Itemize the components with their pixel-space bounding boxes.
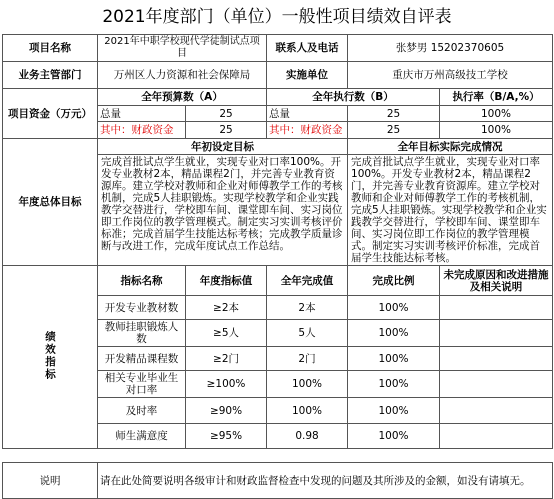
indicator-target-header: 年度指标值 — [186, 266, 267, 296]
indicators-header-row — [3, 266, 553, 296]
budget-fiscal-value: 25 — [186, 122, 267, 139]
budget-total-label: 总量 — [98, 106, 186, 122]
unit-label: 实施单位 — [267, 62, 348, 89]
exec-total-value: 25 — [348, 106, 440, 122]
indicator-note — [440, 371, 553, 398]
exec-fiscal-value: 25 — [348, 122, 440, 139]
indicator-actual: 5人 — [267, 320, 348, 347]
project-name-label: 项目名称 — [3, 35, 98, 62]
remarks-row — [3, 463, 553, 499]
contact-label: 联系人及电话 — [267, 35, 348, 62]
indicator-actual: 0.98 — [267, 424, 348, 449]
indicator-note — [440, 424, 553, 449]
rate-header: 执行率（B/A,%） — [440, 89, 553, 106]
indicator-ratio-header: 完成比例 — [348, 266, 440, 296]
indicator-ratio: 100% — [348, 371, 440, 398]
spacer-row — [3, 449, 553, 463]
budget-header: 全年预算数（A） — [98, 89, 267, 106]
funds-header-row — [3, 89, 553, 106]
indicator-note — [440, 347, 553, 371]
goals-actual-text: 完成首批试点学生就业，实现专业对口率100%。开发专业教材2本，精品课程2门，并完善专业教育资源库。建立学校对教师和企业对师傅教学工作的考核机制，完成5人挂职锻炼。实现学校教学和企业实践教学交替进行，学校即车间、课堂即车间、实习岗位即工作岗位的教学管理模式。制定实习实训考核评价标准，完成首届学生技能达标考核。 — [348, 155, 553, 266]
indicator-note — [440, 398, 553, 424]
funds-label: 项目资金（万元） — [3, 89, 98, 139]
indicators-label-cell — [3, 266, 98, 449]
indicator-name: 及时率 — [98, 398, 186, 424]
remarks-label: 说明 — [3, 463, 98, 499]
indicator-name-header: 指标名称 — [98, 266, 186, 296]
rate-fiscal-value: 100% — [440, 122, 553, 139]
department-value: 万州区人力资源和社会保障局 — [98, 62, 267, 89]
department-label: 业务主管部门 — [3, 62, 98, 89]
indicator-name: 师生满意度 — [98, 424, 186, 449]
spacer-cell — [3, 449, 553, 463]
remarks-text: 请在此处简要说明各级审计和财政监督检查中发现的问题及其所涉及的金额，如没有请填无。 — [98, 463, 553, 499]
unit-value: 重庆市万州高级技工学校 — [348, 62, 553, 89]
project-row — [3, 35, 553, 62]
indicator-target: ≥2门 — [186, 347, 267, 371]
indicator-ratio: 100% — [348, 347, 440, 371]
indicator-name: 开发精品课程数 — [98, 347, 186, 371]
evaluation-table — [2, 34, 553, 499]
indicator-actual-header: 全年完成值 — [267, 266, 348, 296]
goals-header-row — [3, 139, 553, 155]
exec-fiscal-label: 其中：财政资金 — [267, 122, 348, 139]
goals-set-text: 完成首批试点学生就业，实现专业对口率100%。开发专业教材2本，精品课程2门，并完善专业教育资源库。建立学校对教师和企业对师傅教学工作的考核机制，完成5人挂职锻炼。实现学校教学和企业实践教学交替进行，学校即车间、课堂即车间、实习岗位即工作岗位的教学管理模式。制定实习实训考核评价标准；完成首届学生技能达标考核；完成教学质量诊断与改进工作，完成年度试点工作总结。 — [98, 155, 348, 266]
indicator-ratio: 100% — [348, 296, 440, 320]
budget-fiscal-label: 其中：财政资金 — [98, 122, 186, 139]
page-title: 2021年度部门（单位）一般性项目绩效自评表 — [102, 7, 452, 27]
exec-header: 全年执行数（B） — [267, 89, 440, 106]
indicator-target: ≥2本 — [186, 296, 267, 320]
indicator-note-header: 未完成原因和改进措施及相关说明 — [440, 266, 553, 296]
indicator-target: ≥95% — [186, 424, 267, 449]
indicator-name: 教师挂职锻炼人数 — [98, 320, 186, 347]
indicator-target: ≥90% — [186, 398, 267, 424]
indicator-target: ≥100% — [186, 371, 267, 398]
goals-actual-header: 全年目标实际完成情况 — [348, 139, 553, 155]
budget-total-value: 25 — [186, 106, 267, 122]
indicators-label: 绩效指标 — [44, 330, 56, 381]
indicator-actual: 100% — [267, 371, 348, 398]
goals-label: 年度总体目标 — [3, 139, 98, 266]
indicator-name: 开发专业教材数 — [98, 296, 186, 320]
indicator-ratio: 100% — [348, 398, 440, 424]
indicator-actual: 2门 — [267, 347, 348, 371]
project-name-value: 2021年中职学校现代学徒制试点项目 — [98, 35, 267, 62]
indicator-actual: 100% — [267, 398, 348, 424]
indicator-note — [440, 320, 553, 347]
indicator-ratio: 100% — [348, 424, 440, 449]
indicator-actual: 2本 — [267, 296, 348, 320]
indicator-note — [440, 296, 553, 320]
indicator-ratio: 100% — [348, 320, 440, 347]
indicator-target: ≥5人 — [186, 320, 267, 347]
goals-set-header: 年初设定目标 — [98, 139, 348, 155]
rate-total-value: 100% — [440, 106, 553, 122]
contact-value: 张梦男 15202370605 — [348, 35, 553, 62]
exec-total-label: 总量 — [267, 106, 348, 122]
indicator-name: 相关专业毕业生对口率 — [98, 371, 186, 398]
department-row — [3, 62, 553, 89]
